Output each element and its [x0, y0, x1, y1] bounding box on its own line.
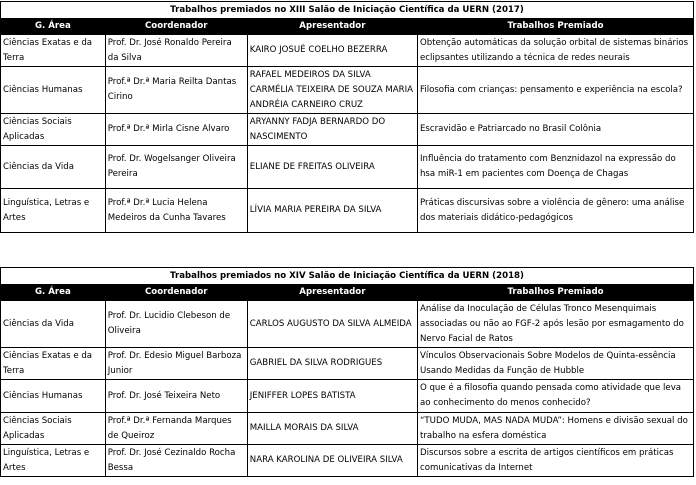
cell-coordenador: Prof. Dr. José Ronaldo Pereira da Silva: [105, 35, 247, 67]
cell-trabalho: Práticas discursivas sobre a violência de gênero: uma análise dos materiais didático-pedagógicos: [417, 189, 693, 233]
header-apresentador: Apresentador: [247, 285, 417, 301]
cell-coordenador: Prof. Dr. José Teixeira Neto: [105, 380, 247, 413]
cell-apresentador: GABRIEL DA SILVA RODRIGUES: [247, 348, 417, 380]
table-row: [1, 67, 694, 114]
cell-coordenador: Prof. Dr. José Cezinaldo Rocha Bessa: [105, 445, 247, 477]
awards-table-2017: [0, 1, 694, 233]
cell-area: Ciências Exatas e da Terra: [1, 348, 106, 380]
cell-apresentador: ARYANNY FADJA BERNARDO DO NASCIMENTO: [247, 114, 417, 146]
cell-coordenador: Prof.ª Dr.ª Lucia Helena Medeiros da Cunha Tavares: [105, 189, 247, 233]
cell-trabalho: Análise da Inoculação de Células Tronco Mesenquimais associadas ou não ao FGF-2 após lesão por esmagamento do Nervo Facial de Ratos: [417, 301, 693, 348]
cell-coordenador: Prof. Dr. Edesio Miguel Barboza Junior: [105, 348, 247, 380]
cell-coordenador: Prof.ª Dr.ª Fernanda Marques de Queiroz: [105, 413, 247, 445]
cell-trabalho: Obtenção automáticas da solução orbital de sistemas binários eclipsantes utilizando a técnica de redes neurais: [417, 35, 693, 67]
cell-area: Ciências Humanas: [1, 67, 106, 114]
cell-trabalho: Discursos sobre a escrita de artigos científicos em práticas comunicativas da Internet: [417, 445, 693, 477]
cell-area: Linguística, Letras e Artes: [1, 189, 106, 233]
header-coordenador: Coordenador: [105, 285, 247, 301]
table-row: [1, 413, 694, 445]
cell-area: Ciências Sociais Aplicadas: [1, 413, 106, 445]
cell-coordenador: Prof.ª Dr.ª Mirla Cisne Alvaro: [105, 114, 247, 146]
cell-area: Ciências Humanas: [1, 380, 106, 413]
cell-trabalho: “TUDO MUDA, MAS NADA MUDA”: Homens e divisão sexual do trabalho na esfera doméstica: [417, 413, 693, 445]
cell-area: Ciências Sociais Aplicadas: [1, 114, 106, 146]
table-row: [1, 114, 694, 146]
cell-trabalho: O que é a filosofia quando pensada como atividade que leva ao conhecimento do menos conhecido?: [417, 380, 693, 413]
cell-apresentador: MAILLA MORAIS DA SILVA: [247, 413, 417, 445]
cell-apresentador: NARA KAROLINA DE OLIVEIRA SILVA: [247, 445, 417, 477]
header-trabalho: Trabalhos Premiado: [417, 19, 693, 35]
table-title: Trabalhos premiados no XIV Salão de Iniciação Científica da UERN (2018): [1, 268, 694, 285]
table-row: [1, 189, 694, 233]
table-title: Trabalhos premiados no XIII Salão de Iniciação Científica da UERN (2017): [1, 2, 694, 19]
cell-trabalho: Escravidão e Patriarcado no Brasil Colônia: [417, 114, 693, 146]
cell-coordenador: Prof. Dr. Lucidio Clebeson de Oliveira: [105, 301, 247, 348]
table-row: [1, 348, 694, 380]
cell-apresentador: LÍVIA MARIA PEREIRA DA SILVA: [247, 189, 417, 233]
cell-apresentador: ELIANE DE FREITAS OLIVEIRA: [247, 146, 417, 189]
cell-trabalho: Vínculos Observacionais Sobre Modelos de Quinta-essência Usando Medidas da Função de Hubble: [417, 348, 693, 380]
table-row: [1, 301, 694, 348]
cell-area: Ciências da Vida: [1, 146, 106, 189]
cell-area: Ciências da Vida: [1, 301, 106, 348]
cell-coordenador: Prof. Dr. Wogelsanger Oliveira Pereira: [105, 146, 247, 189]
cell-apresentador: CARLOS AUGUSTO DA SILVA ALMEIDA: [247, 301, 417, 348]
cell-trabalho: Influência do tratamento com Benznidazol na expressão do hsa miR-1 em pacientes com Doença de Chagas: [417, 146, 693, 189]
cell-area: Ciências Exatas e da Terra: [1, 35, 106, 67]
cell-coordenador: Prof.ª Dr.ª Maria Reilta Dantas Cirino: [105, 67, 247, 114]
cell-area: Linguística, Letras e Artes: [1, 445, 106, 477]
cell-apresentador: JENIFFER LOPES BATISTA: [247, 380, 417, 413]
table-row: [1, 146, 694, 189]
cell-apresentador: RAFAEL MEDEIROS DA SILVA CARMÉLIA TEIXEIRA DE SOUZA MARIA ANDRÉIA CARNEIRO CRUZ: [247, 67, 417, 114]
cell-apresentador: KAIRO JOSUÉ COELHO BEZERRA: [247, 35, 417, 67]
header-apresentador: Apresentador: [247, 19, 417, 35]
header-area: G. Área: [1, 285, 106, 301]
table-row: [1, 380, 694, 413]
table-row: [1, 35, 694, 67]
header-coordenador: Coordenador: [105, 19, 247, 35]
cell-trabalho: Filosofia com crianças: pensamento e experiência na escola?: [417, 67, 693, 114]
header-area: G. Área: [1, 19, 106, 35]
awards-table-2018: [0, 267, 694, 477]
table-row: [1, 445, 694, 477]
header-trabalho: Trabalhos Premiado: [417, 285, 693, 301]
